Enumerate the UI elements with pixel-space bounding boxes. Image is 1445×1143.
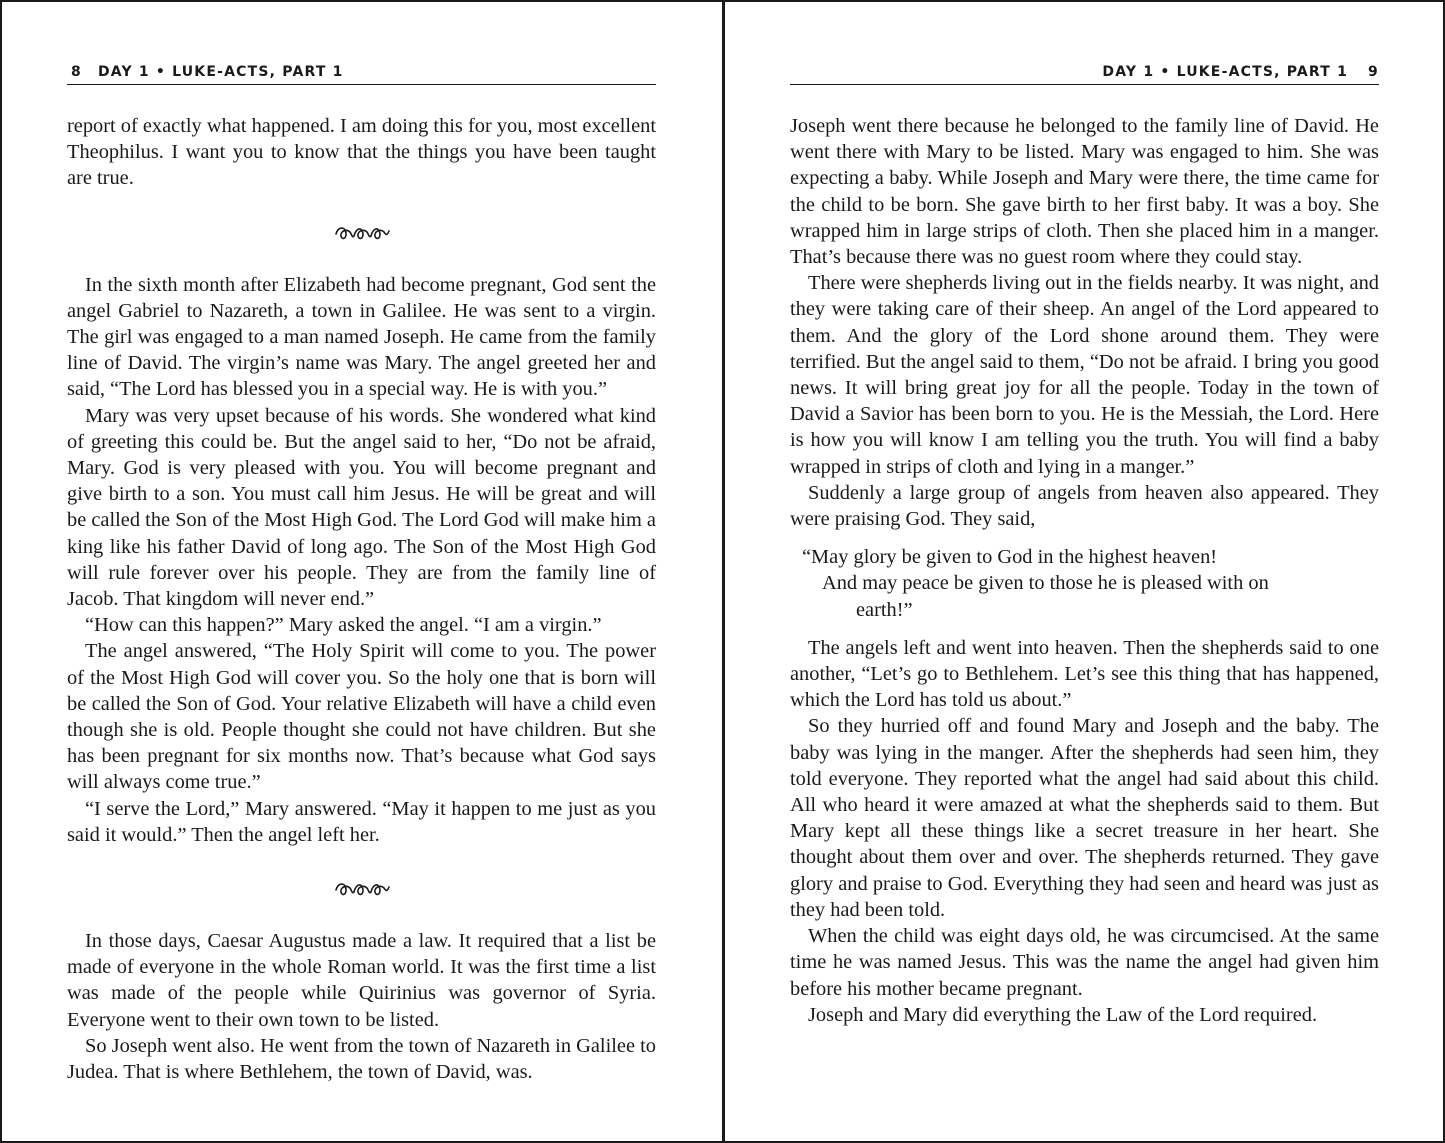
left-page-number: 8 bbox=[71, 64, 82, 80]
paragraph: Joseph went there because he belonged to the family line of David. He went there with Mary to be listed. Mary was engaged to him. She was expecting a baby. While Joseph and Mary were there, the time came for the child to be born. She gave birth to her first baby. It was a boy. She wrapped him in large strips of cloth. Then she placed him in a manger. That’s because there was no guest room where they could stay. bbox=[790, 115, 1379, 269]
right-text-block bbox=[790, 113, 1379, 1028]
scroll-flourish-icon bbox=[332, 878, 392, 898]
paragraph: “How can this happen?” Mary asked the angel. “I am a virgin.” bbox=[85, 614, 602, 637]
page-gutter bbox=[722, 2, 725, 1141]
paragraph: Mary was very upset because of his words. She wondered what kind of greeting this could be. But the angel said to her, “Do not be afraid, Mary. God is very pleased with you. You will become pregnant and give birth to a son. You must call him Jesus. He will be great and will be called the Son of the Most High God. The Lord God will make him a king like his father David of long ago. The Son of the Most High God will rule forever over his people. They are from the family line of Jacob. That kingdom will never end.” bbox=[67, 404, 656, 611]
paragraph: “I serve the Lord,” Mary answered. “May it happen to me just as you said it would.” Then the angel left her. bbox=[67, 797, 656, 846]
paragraph: So Joseph went also. He went from the town of Nazareth in Galilee to Judea. That is where Bethlehem, the town of David, was. bbox=[67, 1034, 656, 1084]
right-running-head bbox=[790, 64, 1379, 85]
scroll-flourish-icon bbox=[332, 222, 392, 242]
left-running-head bbox=[67, 64, 656, 85]
section-ornament bbox=[67, 192, 656, 272]
right-running-head-title: DAY 1 • LUKE-ACTS, PART 1 bbox=[1102, 64, 1349, 80]
section-ornament bbox=[67, 848, 656, 928]
poetry-line: earth!” bbox=[856, 598, 913, 621]
paragraph: In the sixth month after Elizabeth had become pregnant, God sent the angel Gabriel to Nazareth, a town in Galilee. He was sent to a virgin. The girl was engaged to a man named Joseph. He came from the family line of David. The virgin’s name was Mary. The angel greeted her and said, “The Lord has blessed you in a special way. He is with you.” bbox=[67, 273, 656, 401]
paragraph: So they hurried off and found Mary and Joseph and the baby. The baby was lying in the manger. After the shepherds had seen him, they told everyone. They reported what the angel had said about this child. All who heard it were amazed at what the shepherds said to them. But Mary kept all these things like a secret treasure in her heart. She thought about them over and over. The shepherds returned. They gave glory and praise to God. Everything they had seen and heard was just as they had been told. bbox=[790, 715, 1379, 921]
paragraph: Suddenly a large group of angels from heaven also appeared. They were praising God. They said, bbox=[790, 481, 1379, 531]
right-page bbox=[790, 64, 1379, 1028]
left-text-block bbox=[67, 113, 656, 1085]
left-page bbox=[67, 64, 656, 1085]
paragraph: The angels left and went into heaven. Then the shepherds said to one another, “Let’s go to Bethlehem. Let’s see this thing that has happened, which the Lord has told us about.” bbox=[790, 636, 1379, 712]
poetry-line: And may peace be given to those he is pleased with on bbox=[822, 572, 1269, 595]
right-page-number: 9 bbox=[1368, 64, 1379, 80]
paragraph: Joseph and Mary did everything the Law of the Lord required. bbox=[808, 1003, 1318, 1026]
paragraph: In those days, Caesar Augustus made a law. It required that a list be made of everyone in the whole Roman world. It was the first time a list was made of the people while Quirinius was governor of Syria. Everyone went to their own town to be listed. bbox=[67, 930, 656, 1031]
paragraph: There were shepherds living out in the fields nearby. It was night, and they were taking care of their sheep. An angel of the Lord appeared to them. And the glory of the Lord shone around them. They were terrified. But the angel said to them, “Do not be afraid. I bring you good news. It will bring great joy for all the people. Today in the town of David a Savior has been born to you. He is the Messiah, the Lord. Here is how you will know I am telling you the truth. You will find a baby wrapped in strips of cloth and lying in a manger.” bbox=[790, 272, 1379, 478]
left-running-head-title: DAY 1 • LUKE-ACTS, PART 1 bbox=[97, 64, 344, 80]
poetry-line: “May glory be given to God in the highest heaven! bbox=[802, 546, 1218, 569]
poetry-quote bbox=[790, 544, 1379, 623]
paragraph: When the child was eight days old, he was circumcised. At the same time he was named Jesus. This was the name the angel had given him before his mother became pregnant. bbox=[790, 925, 1379, 1000]
paragraph: The angel answered, “The Holy Spirit will come to you. The power of the Most High God will cover you. So the holy one that is born will be called the Son of God. Your relative Elizabeth will have a child even though she is old. People thought she could not have children. But she has been pregnant for six months now. That’s because what God says will always come true.” bbox=[67, 640, 656, 794]
paragraph: report of exactly what happened. I am doing this for you, most excellent Theophilus. I want you to know that the things you have been taught are true. bbox=[67, 115, 656, 190]
